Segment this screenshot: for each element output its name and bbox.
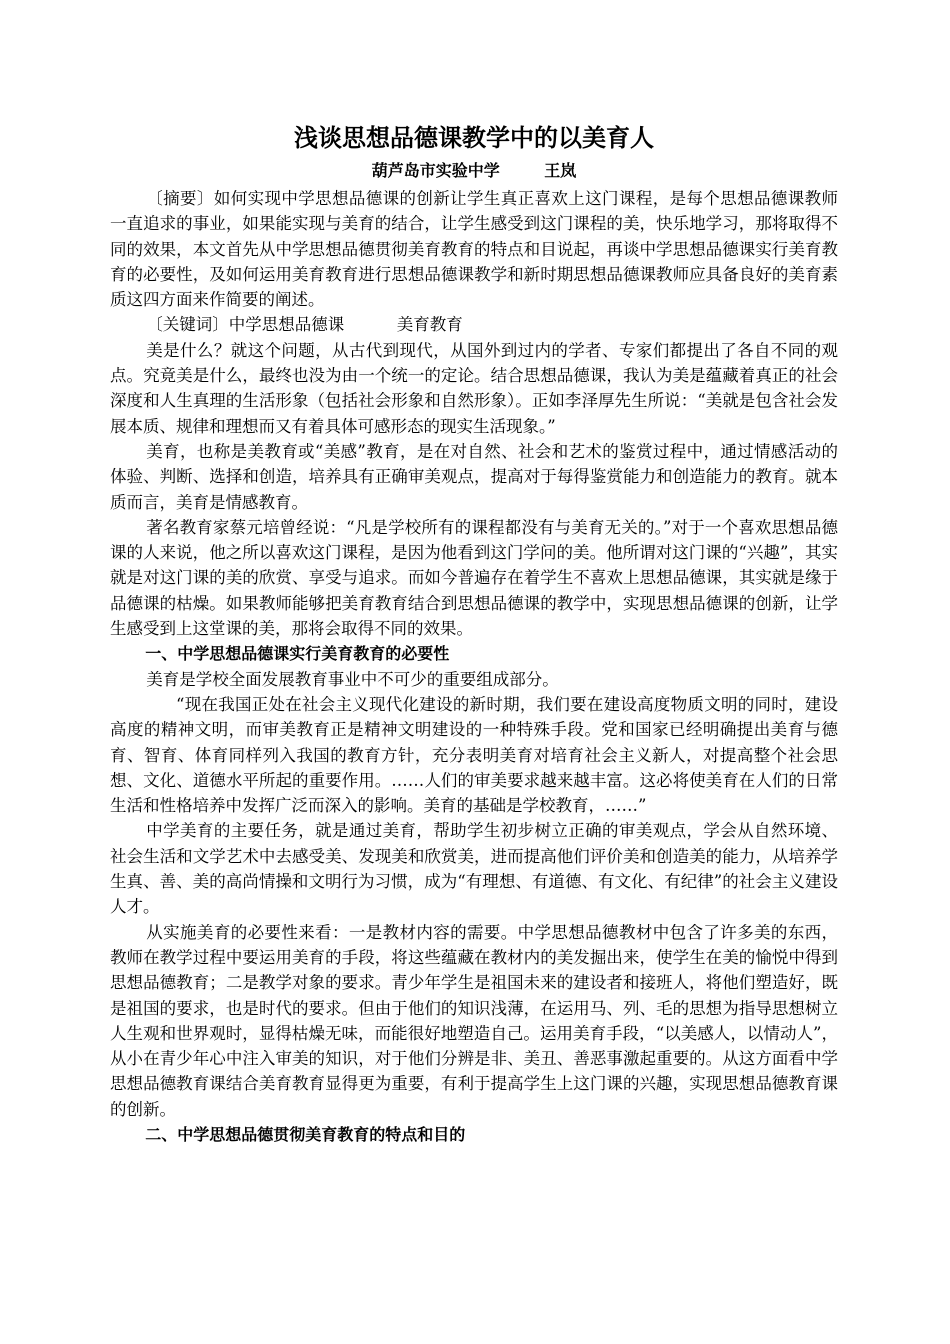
document-title: 浅谈思想品德课教学中的以美育人 xyxy=(294,124,654,152)
body-paragraph: 从实施美育的必要性来看：一是教材内容的需要。中学思想品德教材中包含了许多美的东西，教师在教学过程中要运用美育的手段，将这些蕴藏在教材内的美发掘出来，使学生在美的愉悦中得到思想品德教育；二是教学对象的要求。青少年学生是祖国未来的建设者和接班人，将他们塑造好，既是祖国的要求，也是时代的要求。但由于他们的知识浅薄，在运用马、列、毛的思想为指导思想树立人生观和世界观时，显得枯燥无味，而能很好地塑造自己。运用美育手段，“以美感人，以情动人”，从小在青少年心中注入审美的知识，对于他们分辨是非、美丑、善恶事激起重要的。从这方面看中学思想品德教育课结合美育教育显得更为重要，有利于提高学生上这门课的兴趣，实现思想品德教育课的创新。 xyxy=(110,922,838,1119)
body-paragraph: 中学美育的主要任务，就是通过美育，帮助学生初步树立正确的审美观点，学会从自然环境、社会生活和文学艺术中去感受美、发现美和欣赏美，进而提高他们评价美和创造美的能力，从培养学生真、善、美的高尚情操和文明行为习惯，成为“有理想、有道德、有文化、有纪律”的社会主义建设人才。 xyxy=(110,821,838,917)
body-paragraph: 著名教育家蔡元培曾经说：“凡是学校所有的课程都没有与美育无关的。”对于一个喜欢思想品德课的人来说，他之所以喜欢这门课程，是因为他看到这门学问的美。他所谓对这门课的“兴趣”，其实就是对这门课的美的欣赏、享受与追求。而如今普遍存在着学生不喜欢上思想品德课，其实就是缘于品德课的枯燥。如果教师能够把美育教育结合到思想品德课的教学中，实现思想品德课的创新，让学生感受到上这堂课的美，那将会取得不同的效果。 xyxy=(110,517,838,639)
section-1-quote: “现在我国正处在社会主义现代化建设的新时期，我们要在建设高度物质文明的同时，建设高度的精神文明，而审美教育正是精神文明建设的一种特殊手段。党和国家已经明确提出美育与德育、智育、体育同样列入我国的教育方针，充分表明美育对培育社会主义新人，对提高整个社会思想、文化、道德水平所起的重要作用。……人们的审美要求越来越丰富。这必将使美育在人们的日常生活和性格培养中发挥广泛而深入的影响。美育的基础是学校教育，……” xyxy=(110,694,838,816)
section-heading-2: 二、中学思想品德贯彻美育教育的特点和目的 xyxy=(145,1124,466,1144)
document-page xyxy=(110,118,838,1147)
author-line: 葫芦岛市实验中学 王岚 xyxy=(371,161,577,180)
body-paragraph: 美是什么？就这个问题，从古代到现代，从国外到过内的学者、专家们都提出了各自不同的观点。究竟美是什么，最终也没为由一个统一的定论。结合思想品德课，我认为美是蕴藏着真正的社会深度和人生真理的生活形象（包括社会形象和自然形象）。正如李泽厚先生所说：“美就是包含社会发展本质、规律和理想而又有着具体可感形态的现实生活现象。” xyxy=(110,340,838,436)
section-1-intro: 美育是学校全面发展教育事业中不可少的重要组成部分。 xyxy=(146,669,559,689)
keywords-line: 〔关键词〕中学思想品德课 美育教育 xyxy=(146,315,463,335)
section-heading-1: 一、中学思想品德课实行美育教育的必要性 xyxy=(145,644,450,664)
abstract-paragraph: 〔摘要〕如何实现中学思想品德课的创新让学生真正喜欢上这门课程，是每个思想品德课教师一直追求的事业，如果能实现与美育的结合，让学生感受到这门课程的美，快乐地学习，那将取得不同的效果，本文首先从中学思想品德贯彻美育教育的特点和目说起，再谈中学思想品德课实行美育教育的必要性，及如何运用美育教育进行思想品德课教学和新时期思想品德课教师应具备良好的美育素质这四方面来作简要的阐述。 xyxy=(110,189,838,310)
body-paragraph: 美育，也称是美教育或“美感”教育，是在对自然、社会和艺术的鉴赏过程中，通过情感活动的体验、判断、选择和创造，培养具有正确审美观点，提高对于每得鉴赏能力和创造能力的教育。就本质而言，美育是情感教育。 xyxy=(110,441,838,512)
